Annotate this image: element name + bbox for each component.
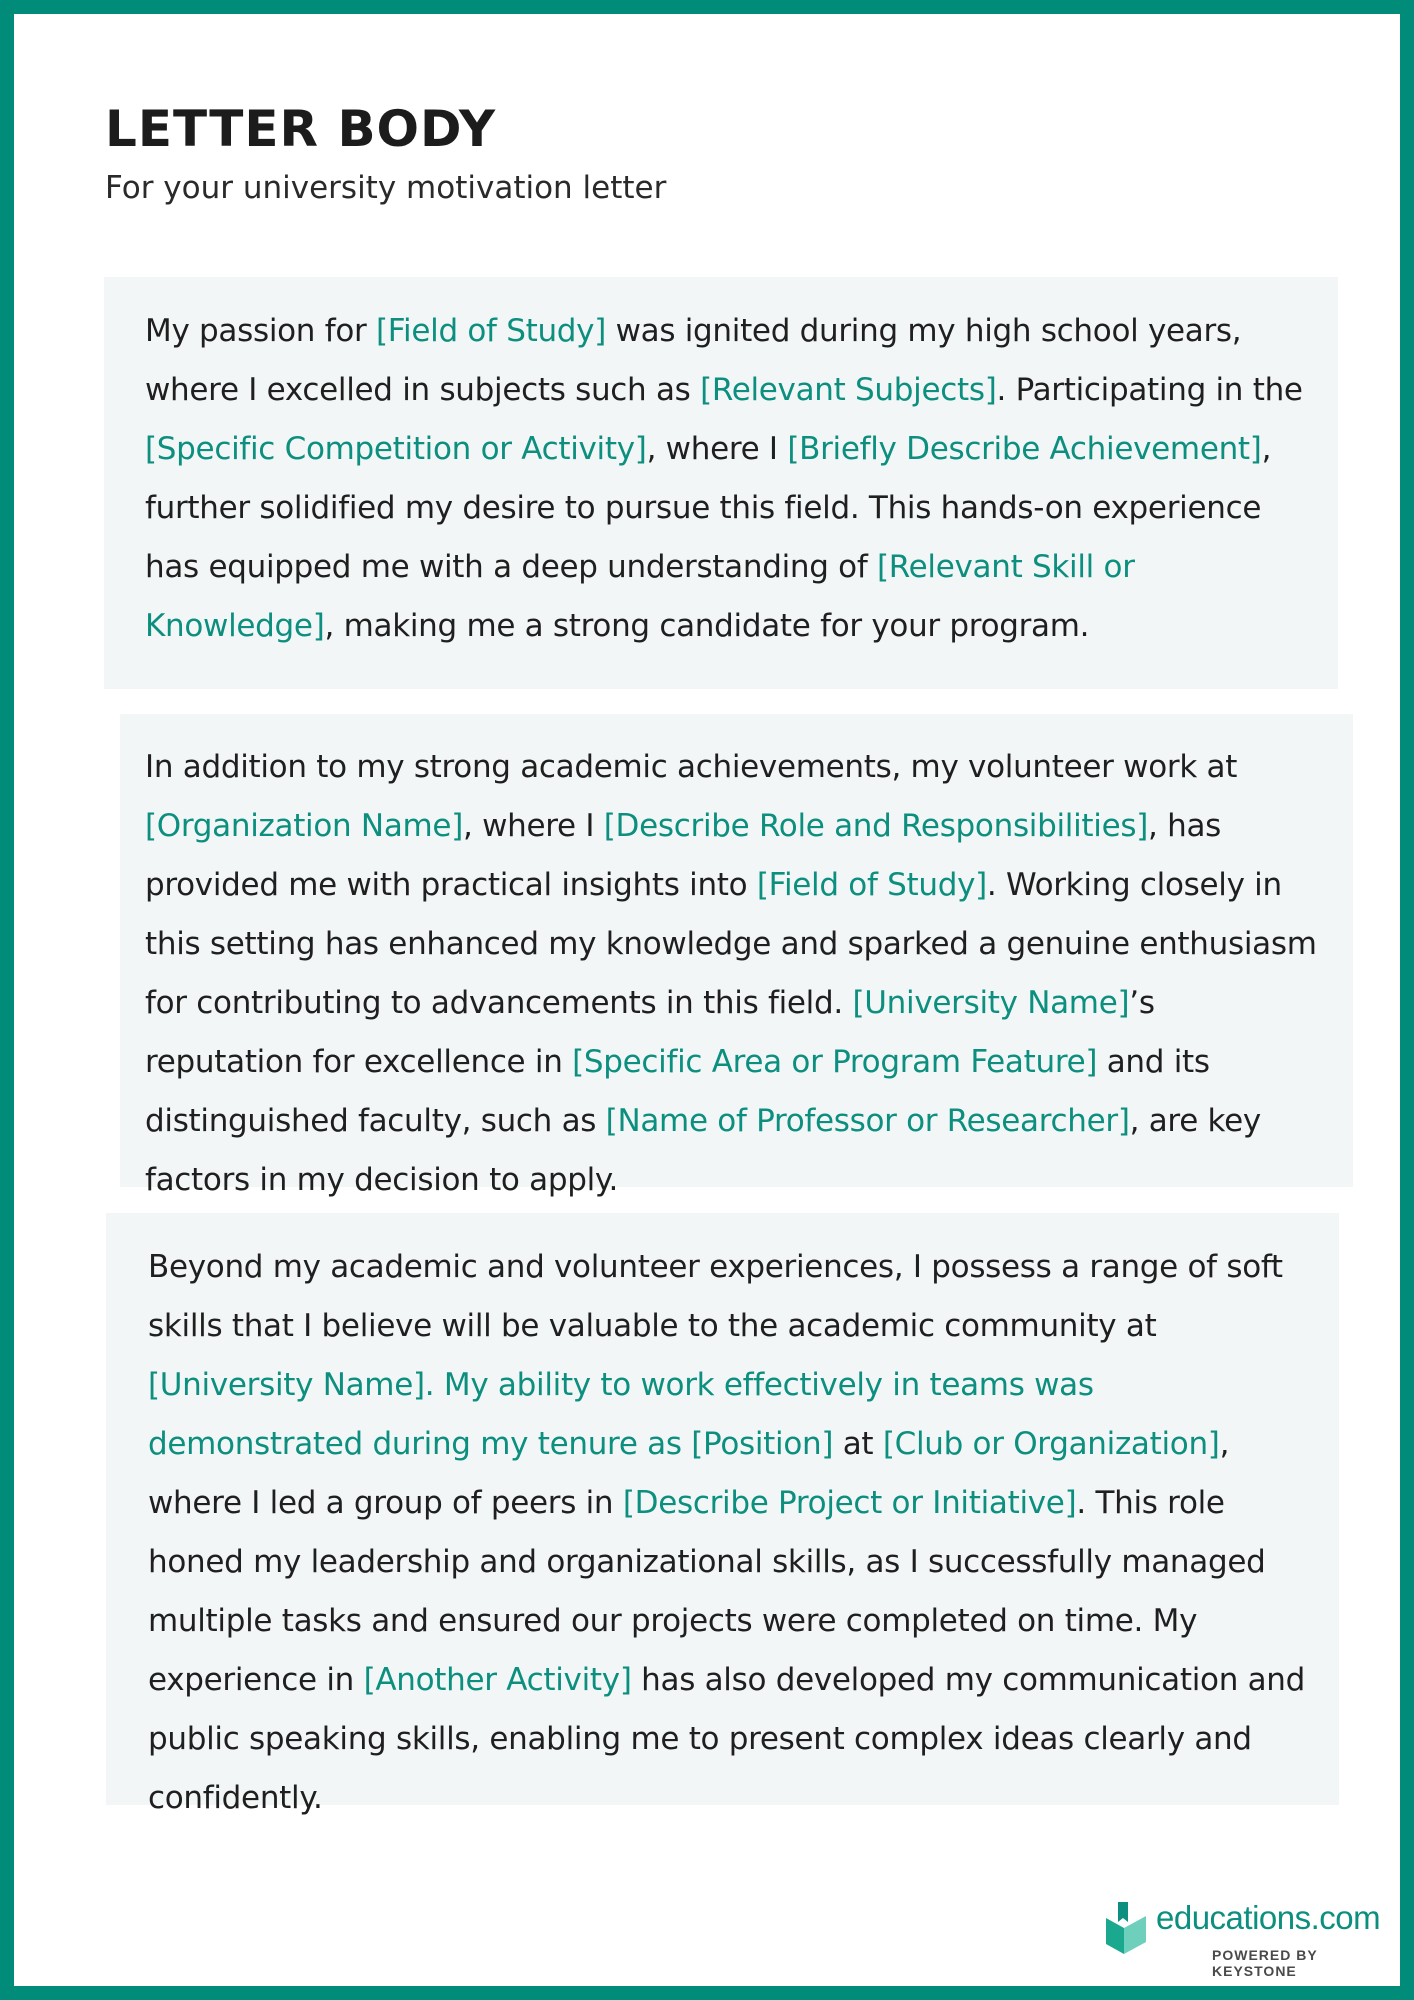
placeholder-text: [Describe Role and Responsibilities]: [603, 808, 1149, 844]
paragraph-card-2: [120, 714, 1353, 1198]
page-subtitle: For your university motivation letter: [105, 170, 667, 206]
paragraph-text: [148, 1238, 1314, 1828]
body-text: , where I: [462, 808, 604, 844]
placeholder-text: [Relevant Subjects]: [700, 372, 997, 408]
placeholder-text: [Field of Study]: [756, 867, 987, 903]
body-text: Beyond my academic and volunteer experiences, I possess a range of soft skills that I believe will be valuable to the academic community at: [148, 1249, 1283, 1344]
body-text: has also developed my communication and public speaking skills, enabling me to present complex ideas clearly and confidently.: [148, 1662, 1306, 1816]
body-text: , has provided me with practical insights into: [145, 808, 1222, 903]
placeholder-text: [Specific Area or Program Feature]: [572, 1044, 1098, 1080]
body-text: , where I led a group of peers in: [148, 1426, 1230, 1521]
body-text: In addition to my strong academic achievements, my volunteer work at: [145, 749, 1238, 785]
body-text: at: [833, 1426, 883, 1462]
body-text: , making me a strong candidate for your program.: [324, 608, 1090, 644]
placeholder-text: [University Name]: [852, 985, 1130, 1021]
paragraph-card-1: [104, 277, 1338, 689]
book-icon: [1106, 1902, 1146, 1954]
placeholder-text: [Relevant Skill or Knowledge]: [145, 549, 1135, 644]
placeholder-text: [Another Activity]: [363, 1662, 632, 1698]
paragraph-card-3: [106, 1213, 1339, 1816]
page-title: LETTER BODY: [105, 100, 497, 158]
placeholder-text: [Organization Name]: [145, 808, 463, 844]
educations-logo[interactable]: [1104, 1899, 1394, 1979]
paragraph-text: [145, 302, 1303, 656]
body-text: My passion for: [145, 313, 376, 349]
placeholder-text: [Describe Project or Initiative]: [622, 1485, 1077, 1521]
logo-wordmark: educations.com: [1156, 1899, 1381, 1936]
placeholder-text: [Club or Organization]: [882, 1426, 1220, 1462]
placeholder-text: [Name of Professor or Researcher]: [605, 1103, 1130, 1139]
body-text: , are key factors in my decision to apply.: [145, 1103, 1261, 1198]
paragraph-text: [145, 738, 1318, 1210]
body-text: was ignited during my high school years, where I excelled in subjects such as: [145, 313, 1242, 408]
body-text: ’s reputation for excellence in: [145, 985, 1155, 1080]
body-text: . Participating in the: [996, 372, 1303, 408]
body-text: . Working closely in this setting has enhanced my knowledge and sparked a genuine enthusiasm for contributing to advancements in this field.: [145, 867, 1317, 1021]
placeholder-text: [University Name]. My ability to work effectively in teams was demonstrated during my tenure as [Position]: [148, 1367, 1094, 1462]
placeholder-text: [Field of Study]: [375, 313, 607, 349]
body-text: , further solidified my desire to pursue this field. This hands-on experience has equipped me with a deep understanding of: [145, 431, 1272, 585]
placeholder-text: [Specific Competition or Activity]: [145, 431, 647, 467]
body-text: . This role honed my leadership and organizational skills, as I successfully managed multiple tasks and ensured our projects were completed on time. My experience in: [148, 1485, 1266, 1698]
logo-tagline: POWERED BY KEYSTONE: [1212, 1947, 1318, 1979]
body-text: and its distinguished faculty, such as: [145, 1044, 1210, 1139]
placeholder-text: [Briefly Describe Achievement]: [787, 431, 1262, 467]
body-text: , where I: [646, 431, 788, 467]
